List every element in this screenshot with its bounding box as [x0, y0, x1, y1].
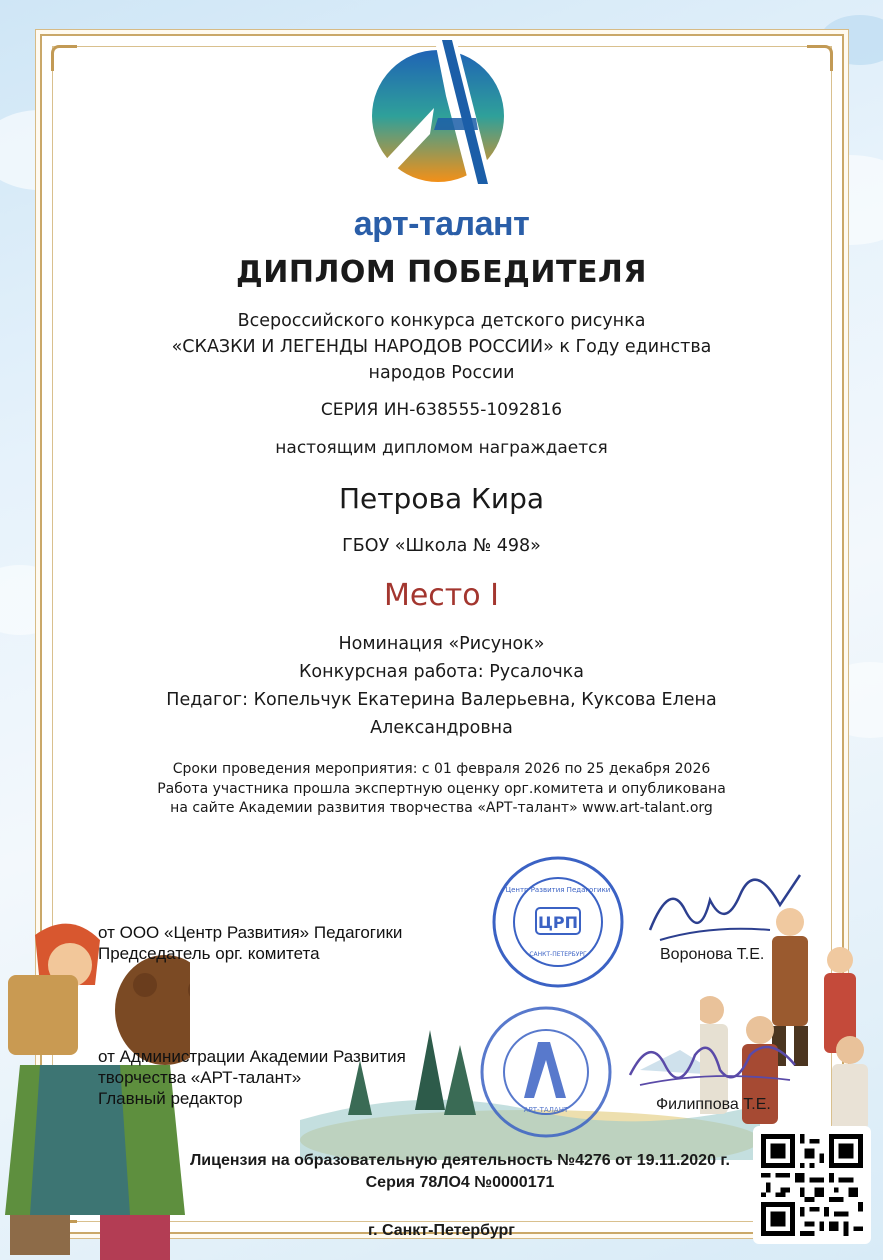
- org2-signatory-name: Филиппова Т.Е.: [656, 1096, 771, 1113]
- stamp2-center-text: АРТ-ТАЛАНТ: [523, 1106, 569, 1114]
- org1-line: Председатель орг. комитета: [98, 944, 320, 963]
- place-award: Место I: [383, 578, 500, 613]
- art-talant-stamp-icon: [476, 1002, 616, 1142]
- art-talant-logo-icon: [366, 38, 516, 198]
- city-name: г. Санкт-Петербург: [368, 1222, 515, 1239]
- winner-name: Петрова Кира: [338, 482, 545, 515]
- terms-line: на сайте Академии развития творчества «АРТ-талант» www.art-talant.org: [170, 800, 713, 816]
- crp-stamp-icon: [488, 852, 628, 992]
- event-terms: [120, 760, 763, 819]
- license-info: [150, 1150, 770, 1194]
- work-title: Конкурсная работа: Русалочка: [299, 662, 584, 682]
- terms-line: Работа участника прошла экспертную оценку орг.комитета и опубликована: [157, 780, 726, 797]
- contest-description: [120, 308, 763, 386]
- teacher-line: Педагог: Копельчук Екатерина Валерьевна, Куксова Елена: [166, 690, 717, 710]
- qr-code-icon[interactable]: [753, 1126, 871, 1244]
- stamp1-ring-text: Центр Развития Педагогики: [505, 886, 611, 894]
- brand-name: арт-талант: [353, 205, 530, 243]
- corner-ornament: [807, 45, 833, 71]
- contest-line: народов России: [368, 363, 515, 383]
- nomination: Номинация «Рисунок»: [338, 634, 545, 654]
- diploma-title: ДИПЛОМ ПОБЕДИТЕЛЯ: [236, 255, 647, 290]
- org2-line: творчества «АРТ-талант»: [98, 1068, 302, 1087]
- stamp1-center-text: ЦРП: [538, 913, 578, 932]
- terms-line: Сроки проведения мероприятия: с 01 февраля 2026 по 25 декабря 2026: [172, 761, 711, 777]
- school-name: ГБОУ «Школа № 498»: [342, 536, 541, 556]
- license-series: Серия 78ЛО4 №0000171: [365, 1174, 555, 1191]
- signature-filippova: [620, 1025, 810, 1105]
- org1-signatory-name: Воронова Т.Е.: [660, 946, 765, 963]
- contest-line: Всероссийского конкурса детского рисунка: [237, 311, 646, 331]
- awarded-text: настоящим дипломом награждается: [275, 438, 608, 458]
- series-number: СЕРИЯ ИН-638555-1092816: [320, 400, 563, 420]
- org2-line: от Администрации Академии Развития: [98, 1047, 406, 1066]
- org1-line: от ООО «Центр Развития» Педагогики: [98, 923, 403, 942]
- org2-line: Главный редактор: [98, 1089, 243, 1108]
- contest-line: «СКАЗКИ И ЛЕГЕНДЫ НАРОДОВ РОССИИ» к Году единства: [171, 337, 712, 357]
- org1-signatory: [98, 922, 402, 964]
- teacher-line: Александровна: [370, 718, 513, 738]
- license-line: Лицензия на образовательную деятельность №4276 от 19.11.2020 г.: [190, 1152, 730, 1169]
- corner-ornament: [51, 45, 77, 71]
- org2-signatory: [98, 1046, 406, 1109]
- work-details: [120, 630, 763, 742]
- stamp1-city-text: САНКТ-ПЕТЕРБУРГ: [529, 951, 587, 958]
